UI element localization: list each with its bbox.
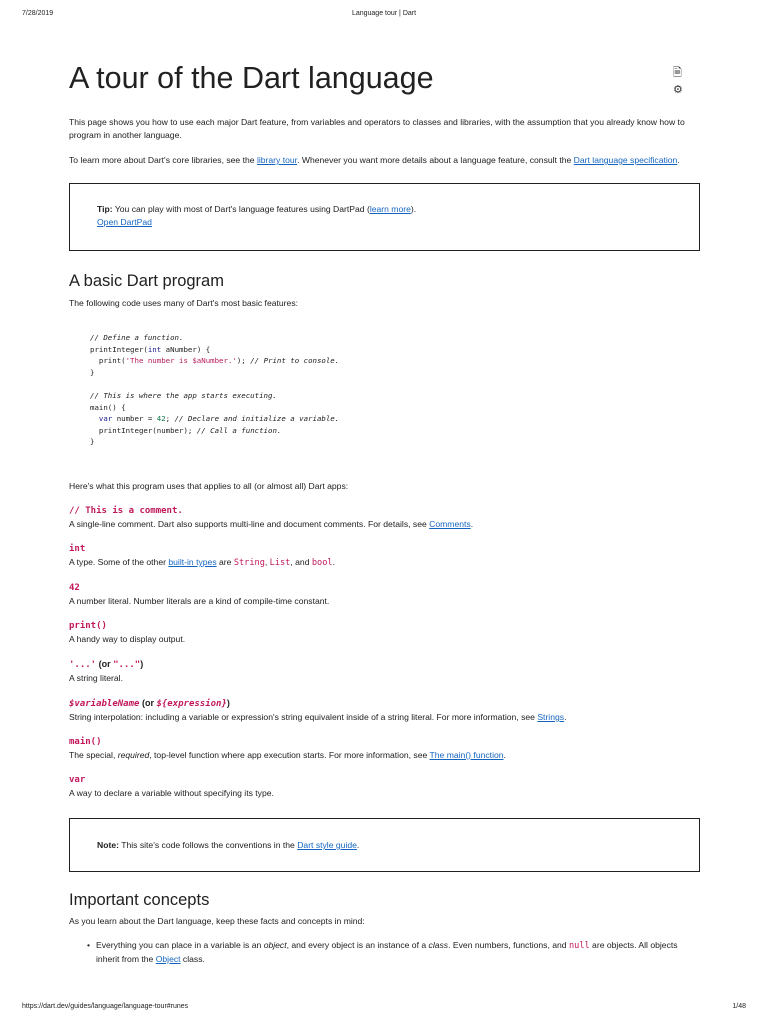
bullet-icon: • xyxy=(87,939,91,950)
code-token: } xyxy=(90,367,95,377)
inline-code: List xyxy=(269,557,291,568)
built-in-types-link[interactable]: built-in types xyxy=(168,556,217,567)
strings-link[interactable]: Strings xyxy=(537,711,565,722)
basic-lead: The following code uses many of Dart's most basic features: xyxy=(69,298,299,308)
language-spec-link[interactable]: Dart language specification xyxy=(573,155,678,165)
code-token: print( xyxy=(90,356,126,366)
term-definition: A way to declare a variable without specifying its type. xyxy=(69,787,274,798)
code-token: number = xyxy=(112,414,157,424)
item-text: . Even numbers, functions, and xyxy=(448,939,569,950)
print-title: Language tour | Dart xyxy=(351,10,417,17)
code-comment: // Call a function. xyxy=(196,425,282,435)
main-content xyxy=(69,58,700,966)
intro-text: . Whenever you want more details about a language feature, consult the xyxy=(297,155,574,165)
intro-text: . xyxy=(677,155,680,165)
code-comment: // Declare and initialize a variable. xyxy=(174,414,340,424)
term-comment: // This is a comment. xyxy=(69,505,183,516)
term-definition xyxy=(69,556,700,570)
print-date: 7/28/2019 xyxy=(22,10,54,17)
def-text: , xyxy=(264,556,270,567)
item-text: class. xyxy=(180,953,205,964)
code-comment: // Print to console. xyxy=(250,356,340,366)
object-link[interactable]: Object xyxy=(155,953,181,964)
bug-icon[interactable]: ⚙ xyxy=(673,84,683,96)
term-definition xyxy=(69,749,700,762)
def-text: , top-level function where app execution starts. For more information, see xyxy=(149,749,430,760)
open-dartpad-link[interactable]: Open DartPad xyxy=(97,217,152,227)
print-header xyxy=(22,10,746,22)
page-number: 1/48 xyxy=(732,1003,746,1010)
def-text: String interpolation: including a variable or expression's string equivalent inside of a string literal. For more information, see xyxy=(69,711,538,722)
note-label: Note: xyxy=(97,839,119,850)
code-string: 'The number is $aNumber.' xyxy=(125,356,237,366)
term-code: ${expression} xyxy=(156,698,227,709)
concepts-list xyxy=(69,939,700,966)
term-text: (or xyxy=(139,697,157,708)
term-var: var xyxy=(69,774,86,785)
term-int: int xyxy=(69,543,86,554)
tip-label: Tip: xyxy=(97,204,113,214)
code-comment: // This is where the app starts executing. xyxy=(90,390,277,400)
list-item xyxy=(87,939,700,966)
item-text: , and every object is an instance of a xyxy=(286,939,429,950)
def-text: . xyxy=(332,556,335,567)
term-definition xyxy=(69,518,700,531)
term-interpolation xyxy=(69,697,700,710)
def-text: . xyxy=(503,749,506,760)
page-title: A tour of the Dart language xyxy=(69,61,434,95)
code-token: aNumber) { xyxy=(161,344,211,354)
code-type: int xyxy=(147,344,162,354)
inline-code: null xyxy=(568,940,590,951)
code-token: printInteger( xyxy=(90,344,148,354)
term-text: ) xyxy=(140,658,144,669)
def-emphasis: required xyxy=(117,749,150,760)
tip-text: ). xyxy=(410,204,417,214)
document-icon[interactable]: 🗎 xyxy=(673,67,682,79)
note-text: This site's code follows the conventions in the xyxy=(118,839,298,850)
inline-code: String xyxy=(233,557,265,568)
def-text: A type. Some of the other xyxy=(69,556,169,567)
library-tour-link[interactable]: library tour xyxy=(256,155,298,165)
note-box xyxy=(69,818,700,872)
section-heading-concepts: Important concepts xyxy=(69,890,210,909)
term-code: '...' xyxy=(69,659,97,670)
print-url: https://dart.dev/guides/language/language-tour#runes xyxy=(22,1003,189,1010)
intro-text: To learn more about Dart's core libraries, see the xyxy=(69,155,257,165)
style-guide-link[interactable]: Dart style guide xyxy=(297,839,357,850)
item-emphasis: class xyxy=(428,939,449,950)
code-token: main() { xyxy=(90,402,126,412)
note-text: . xyxy=(356,839,360,850)
def-text: A single-line comment. Dart also supports multi-line and document comments. For details, see xyxy=(69,518,430,529)
code-comment: // Define a function. xyxy=(90,333,184,342)
term-main: main() xyxy=(69,736,102,747)
def-text: . xyxy=(564,711,567,722)
term-definition xyxy=(69,711,700,724)
learn-more-link[interactable]: learn more xyxy=(369,204,411,214)
item-text: are objects. All objects inherit from the xyxy=(96,939,678,964)
intro-paragraph: This page shows you how to use each major Dart feature, from variables and operators to classes and libraries, with the assumption that you already know how to program in another language. xyxy=(69,117,685,140)
code-token: printInteger(number); xyxy=(90,425,197,435)
concepts-lead: As you learn about the Dart language, keep these facts and concepts in mind: xyxy=(69,915,365,926)
tip-box xyxy=(69,183,700,251)
item-emphasis: object xyxy=(263,939,287,950)
heres-paragraph: Here's what this program uses that applies to all (or almost all) Dart apps: xyxy=(69,480,349,491)
code-number: 42 xyxy=(156,414,166,424)
comments-link[interactable]: Comments xyxy=(429,518,471,529)
tip-text: You can play with most of Dart's language features using DartPad ( xyxy=(112,204,370,214)
term-text: ) xyxy=(226,697,230,708)
item-text: Everything you can place in a variable is an xyxy=(96,939,264,950)
intro-paragraph-2 xyxy=(69,154,700,167)
term-code: "..." xyxy=(113,659,141,670)
term-definition: A handy way to display output. xyxy=(69,633,186,644)
def-text: are xyxy=(216,556,234,567)
code-token: ; xyxy=(165,414,175,424)
inline-code: bool xyxy=(311,557,333,568)
term-print: print() xyxy=(69,620,107,631)
title-actions xyxy=(667,64,700,96)
term-definition: A number literal. Number literals are a kind of compile-time constant. xyxy=(69,595,330,606)
code-keyword: var xyxy=(90,414,113,424)
def-text: . xyxy=(470,518,474,529)
term-42: 42 xyxy=(69,582,80,593)
def-text: , and xyxy=(290,556,312,567)
term-string-literal xyxy=(69,658,700,671)
term-code: $variableName xyxy=(69,698,140,709)
term-text: (or xyxy=(96,658,114,669)
print-footer xyxy=(22,1003,746,1015)
code-token: } xyxy=(90,437,95,447)
def-text: The special, xyxy=(69,749,118,760)
main-function-link[interactable]: The main() function xyxy=(429,749,504,760)
code-token: ); xyxy=(236,356,251,366)
section-heading-basic: A basic Dart program xyxy=(69,272,224,290)
code-sample xyxy=(90,332,700,448)
term-definition: A string literal. xyxy=(69,672,123,683)
